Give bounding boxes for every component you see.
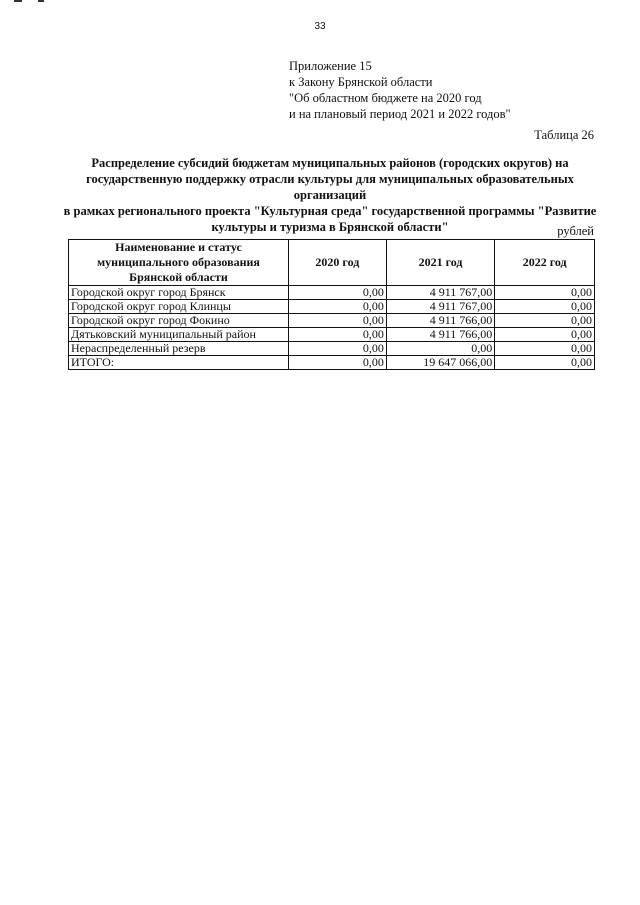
cell-2022: 0,00 (495, 328, 595, 342)
appendix-line: Приложение 15 (289, 59, 372, 73)
cell-name: Городской округ город Клинцы (69, 300, 289, 314)
appendix-line: "Об областном бюджете на 2020 год (289, 91, 482, 105)
appendix-line: к Закону Брянской области (289, 75, 433, 89)
table-header-row (69, 240, 595, 286)
cell-name: Дятьковский муниципальный район (69, 328, 289, 342)
table-row (69, 314, 595, 328)
cell-2022: 0,00 (495, 286, 595, 300)
header-2020: 2020 год (288, 240, 386, 286)
header-2021: 2021 год (386, 240, 494, 286)
subsidy-table (68, 239, 595, 370)
cell-2020: 0,00 (288, 300, 386, 314)
cell-2022: 0,00 (495, 356, 595, 370)
cell-name: Городской округ город Фокино (69, 314, 289, 328)
cell-2021: 19 647 066,00 (386, 356, 494, 370)
title-line: государственную поддержку отрасли культуры для муниципальных образовательных организаций (86, 172, 574, 202)
table-row (69, 342, 595, 356)
cell-2020: 0,00 (288, 314, 386, 328)
title-line: культуры и туризма в Брянской области" (211, 220, 449, 234)
scan-mark (38, 0, 44, 2)
page-number: 33 (314, 21, 326, 32)
appendix-header (289, 58, 511, 122)
table-row (69, 286, 595, 300)
units-label: рублей (557, 224, 594, 238)
cell-name: Городской округ город Брянск (69, 286, 289, 300)
header-name: Наименование и статус муниципального образования Брянской области (69, 240, 289, 286)
cell-2021: 0,00 (386, 342, 494, 356)
table-total-row (69, 356, 595, 370)
cell-2021: 4 911 767,00 (386, 286, 494, 300)
cell-2022: 0,00 (495, 314, 595, 328)
table-row (69, 328, 595, 342)
table-number: Таблица 26 (534, 128, 594, 142)
document-title (60, 155, 600, 235)
cell-2020: 0,00 (288, 328, 386, 342)
title-line: в рамках регионального проекта "Культурная среда" государственной программы "Развитие (63, 204, 597, 218)
cell-2021: 4 911 766,00 (386, 328, 494, 342)
cell-2020: 0,00 (288, 342, 386, 356)
cell-2022: 0,00 (495, 342, 595, 356)
cell-2020: 0,00 (288, 356, 386, 370)
appendix-line: и на плановый период 2021 и 2022 годов" (289, 107, 511, 121)
title-line: Распределение субсидий бюджетам муниципальных районов (городских округов) на (91, 156, 569, 170)
header-2022: 2022 год (495, 240, 595, 286)
cell-2021: 4 911 766,00 (386, 314, 494, 328)
cell-2021: 4 911 767,00 (386, 300, 494, 314)
cell-name: ИТОГО: (69, 356, 289, 370)
cell-name: Нераспределенный резерв (69, 342, 289, 356)
table-row (69, 300, 595, 314)
scan-mark (14, 0, 22, 2)
cell-2022: 0,00 (495, 300, 595, 314)
cell-2020: 0,00 (288, 286, 386, 300)
